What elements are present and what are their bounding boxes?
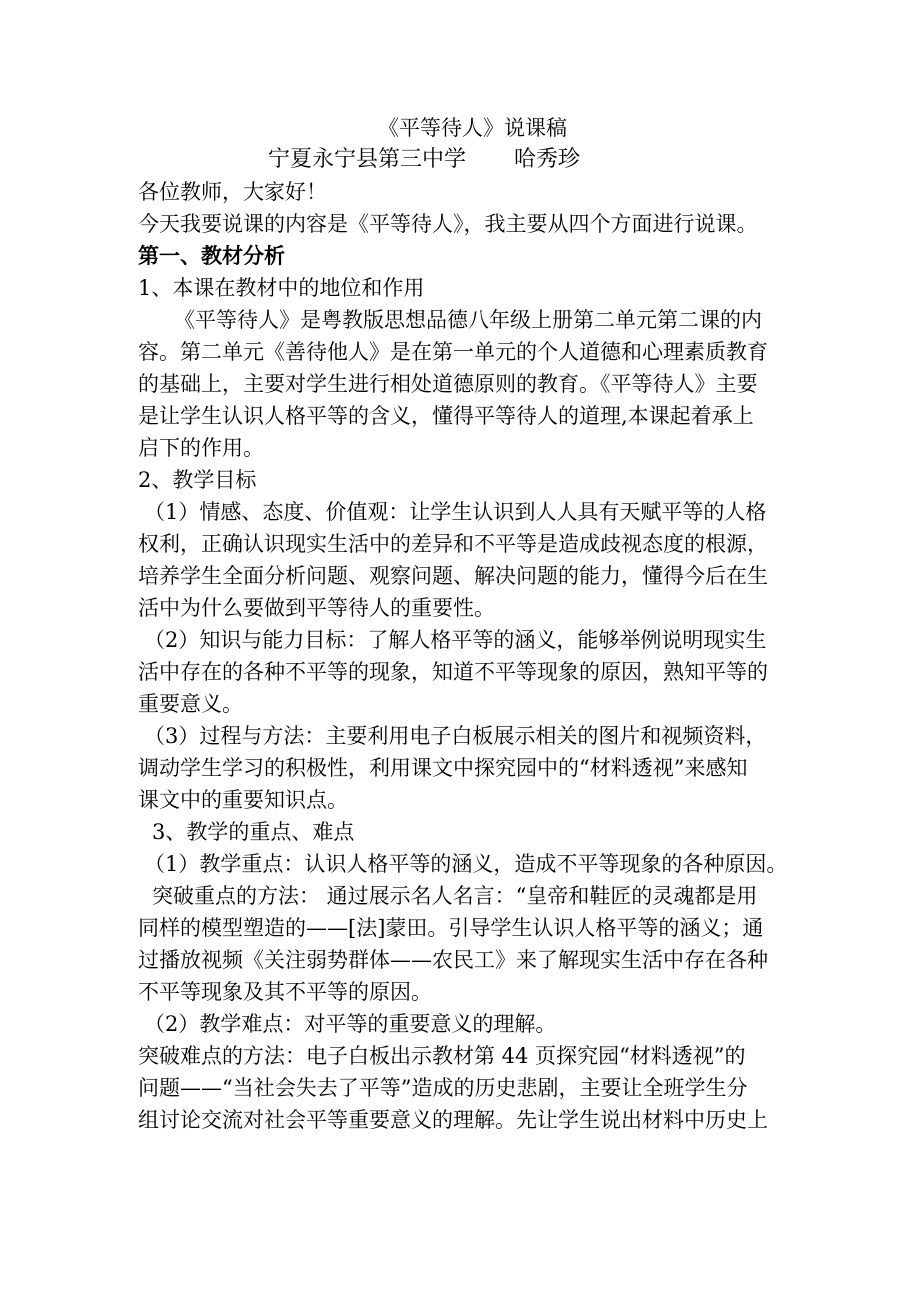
section-heading-1: 第一、教材分析 [138, 244, 285, 268]
document-title: 《平等待人》说课稿 [378, 116, 567, 140]
paragraph-line: 调动学生学习的积极性，利用课文中探究园中的“材料透视”来感知 [138, 756, 748, 780]
paragraph-line: （1）情感、态度、价值观：让学生认识到人人具有天赋平等的人格 [144, 500, 767, 524]
paragraph-line: 重要意义。 [138, 692, 243, 716]
greeting: 各位教师，大家好！ [138, 180, 327, 204]
paragraph-line: （2）教学难点：对平等的重要意义的理解。 [144, 1012, 557, 1036]
paragraph-line: 问题——“当社会失去了平等”造成的历史悲剧，主要让全班学生分 [138, 1076, 748, 1100]
paragraph-line: 培养学生全面分析问题、观察问题、解决问题的能力，懂得今后在生 [138, 564, 768, 588]
author-name: 哈秀珍 [514, 147, 581, 172]
subsection-heading-1: 1、本课在教材中的地位和作用 [138, 276, 425, 300]
document-page [138, 112, 788, 1136]
paragraph-line: 活中存在的各种不平等的现象，知道不平等现象的原因，熟知平等的 [138, 660, 768, 684]
subsection-heading-2: 2、教学目标 [138, 468, 257, 492]
paragraph-line: 是让学生认识人格平等的含义，懂得平等待人的道理,本课起着承上 [138, 404, 754, 428]
paragraph-line: 启下的作用。 [138, 436, 264, 460]
paragraph-line: （1）教学重点：认识人格平等的涵义，造成不平等现象的各种原因。 [144, 852, 788, 876]
paragraph-line: （3）过程与方法：主要利用电子白板展示相关的图片和视频资料， [144, 724, 767, 748]
paragraph-line: 突破难点的方法：电子白板出示教材第 44 页探究园“材料透视”的 [138, 1044, 746, 1068]
document-byline [138, 144, 788, 176]
paragraph-line: 活中为什么要做到平等待人的重要性。 [138, 596, 495, 620]
paragraph-line: 课文中的重要知识点。 [138, 788, 348, 812]
paragraph-line: 的基础上，主要对学生进行相处道德原则的教育。《平等待人》主要 [138, 372, 758, 396]
paragraph-line: 组讨论交流对社会平等重要意义的理解。先让学生说出材料中历史上 [138, 1108, 768, 1132]
subsection-heading-3: 3、教学的重点、难点 [152, 820, 355, 844]
paragraph-line: 权利，正确认识现实生活中的差异和不平等是造成歧视态度的根源， [138, 532, 768, 556]
paragraph-line: 同样的模型塑造的——[法]蒙田。引导学生认识人格平等的涵义；通 [138, 916, 764, 940]
paragraph-line: 容。第二单元《善待他人》是在第一单元的个人道德和心理素质教育 [138, 340, 768, 364]
paragraph-line: 突破重点的方法： 通过展示名人名言：“皇帝和鞋匠的灵魂都是用 [152, 884, 758, 908]
paragraph-line: 《平等待人》是粤教版思想品德八年级上册第二单元第二课的内 [174, 308, 762, 332]
school-name: 宁夏永宁县第三中学 [268, 147, 467, 172]
paragraph-line: 不平等现象及其不平等的原因。 [138, 980, 432, 1004]
paragraph-line: （2）知识与能力目标：了解人格平等的涵义，能够举例说明现实生 [144, 628, 767, 652]
intro-paragraph: 今天我要说课的内容是《平等待人》，我主要从四个方面进行说课。 [138, 212, 758, 236]
paragraph-line: 过播放视频《关注弱势群体——农民工》来了解现实生活中存在各种 [138, 948, 768, 972]
